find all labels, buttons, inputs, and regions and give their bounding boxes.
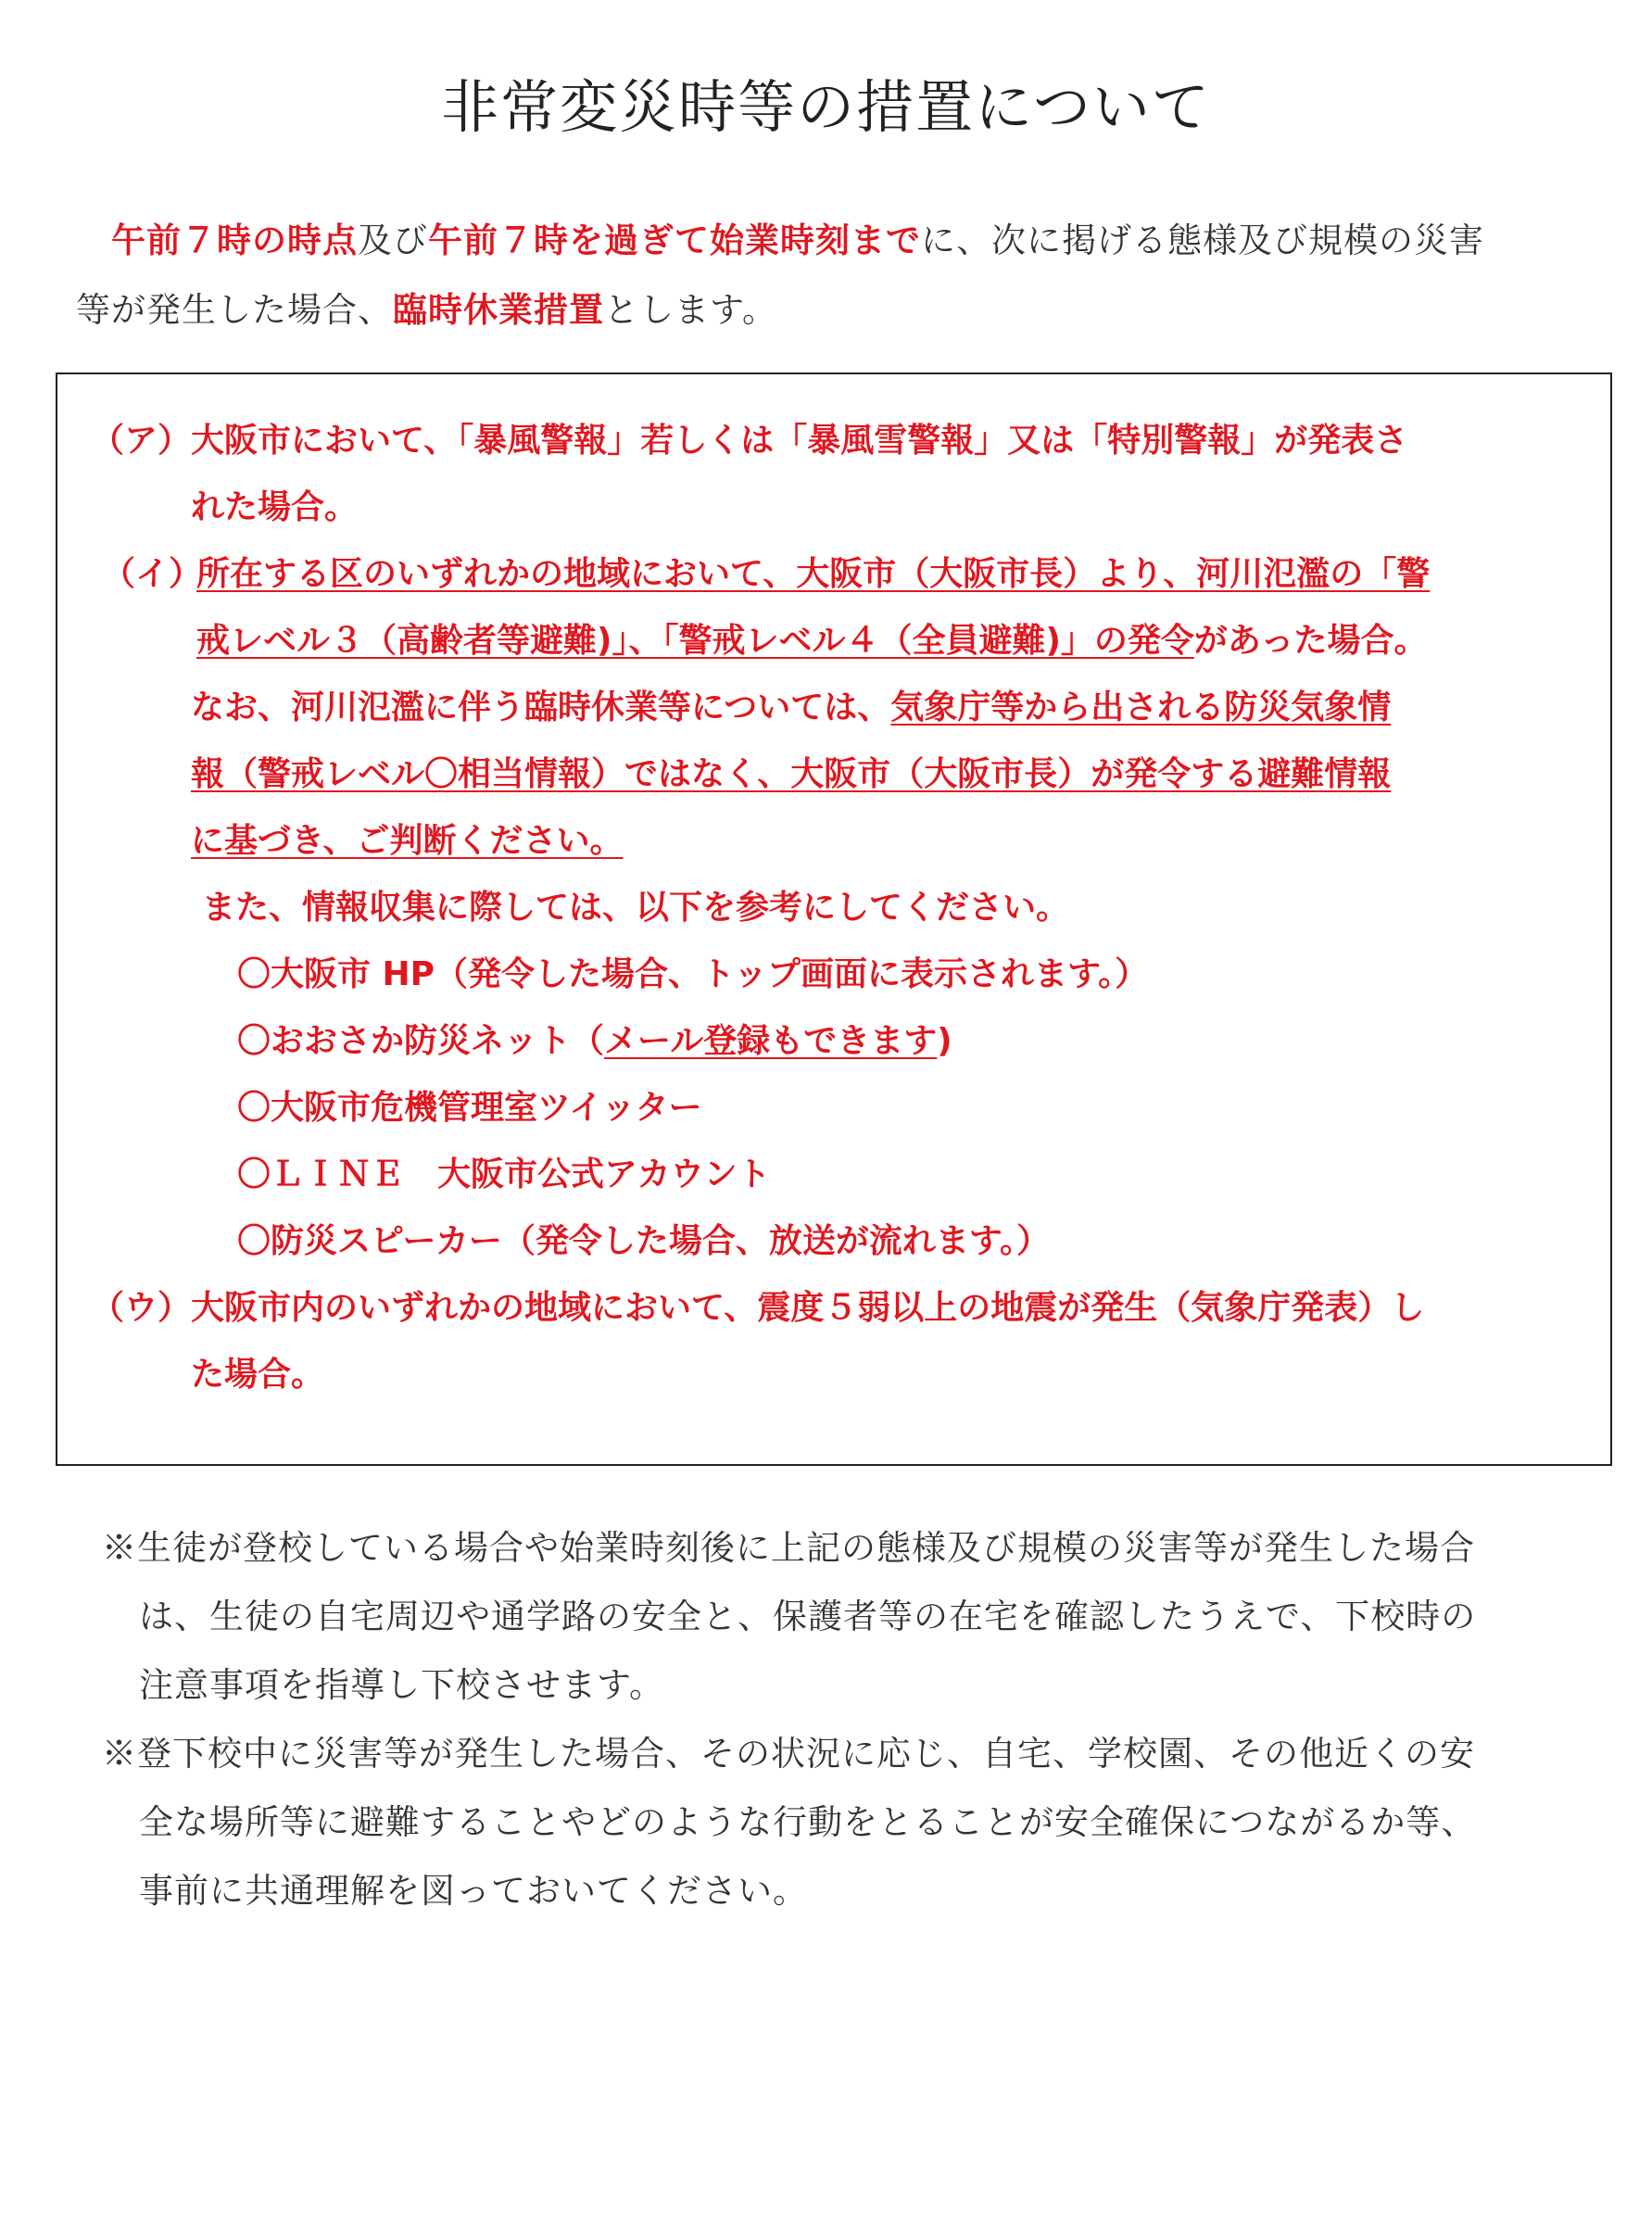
intro-text-1: 及び — [358, 221, 428, 260]
condition-i-line-4 — [91, 741, 1592, 808]
intro-text-2: に、次に掲げる態様及び規模の災害 — [921, 221, 1484, 260]
info-source-speaker: 〇防災スピーカー（発令した場合、放送が流れます。） — [237, 1222, 1050, 1260]
intro-time-1: 午前７時の時点 — [111, 220, 358, 260]
condition-u-line-2: た場合。 — [191, 1356, 325, 1394]
condition-i-text-3: なお、河川氾濫に伴う臨時休業等については、 — [191, 688, 891, 726]
mail-registration-link[interactable]: メール登録もできます — [604, 1022, 938, 1060]
intro-text-3: 等が発生した場合、 — [76, 290, 393, 330]
condition-u-line-1 — [91, 1275, 1592, 1342]
page-title: 非常変災時等の措置について — [441, 73, 1211, 141]
condition-i-text-2-rest: があった場合。 — [1193, 622, 1428, 660]
info-source-line: 〇ＬＩＮＥ 大阪市公式アカウント — [237, 1155, 771, 1193]
intro-line-2 — [76, 275, 1577, 345]
condition-i-line-3 — [91, 675, 1592, 741]
note-2-line-2: 全な場所等に避難することやどのような行動をとることが安全確保につながるか等、 — [139, 1802, 1477, 1842]
condition-i-line-1 — [91, 541, 1592, 608]
condition-i-text-1: 所在する区のいずれかの地域において、大阪市（大阪市長）より、河川氾濫の「警 — [196, 555, 1431, 593]
condition-i-line-5 — [91, 808, 1592, 875]
condition-a-label: （ア） — [91, 422, 192, 460]
condition-i-text-5: に基づき、ご判断ください。 — [191, 822, 624, 860]
condition-i-text-2-underlined: 戒レベル３（高齢者等避難)」、「警戒レベル４（全員避難)」の発令 — [196, 622, 1194, 660]
condition-i-label: （イ） — [102, 555, 203, 593]
condition-i-line-6: また、情報収集に際しては、以下を参考にしてください。 — [202, 889, 1070, 927]
note-1-line-3: 注意事項を指導し下校させます。 — [139, 1665, 665, 1705]
condition-u-text-1: 大阪市内のいずれかの地域において、震度５弱以上の地震が発生（気象庁発表）し — [191, 1289, 1425, 1327]
intro-closure: 臨時休業措置 — [393, 289, 604, 330]
conditions-content — [91, 408, 1592, 1408]
intro-text-4: とします。 — [604, 290, 778, 330]
intro-time-2: 午前７時を過ぎて始業時刻まで — [428, 220, 921, 260]
info-source-bousai-net — [91, 1008, 1592, 1075]
condition-i-line-2 — [91, 608, 1592, 675]
condition-a-text-1: 大阪市において、「暴風警報」若しくは「暴風雪警報」又は「特別警報」が発表さ — [191, 422, 1408, 460]
note-1-line-2: は、生徒の自宅周辺や通学路の安全と、保護者等の在宅を確認したうえで、下校時の — [139, 1597, 1477, 1636]
info-source-bousai-net-text: 〇おおさか防災ネット（ — [237, 1022, 605, 1060]
note-2-line-1: ※登下校中に災害等が発生した場合、その状況に応じ、自宅、学校園、その他近くの安 — [102, 1734, 1475, 1774]
intro-paragraph — [76, 206, 1577, 345]
condition-i-text-3-underlined: 気象庁等から出される防災気象情 — [890, 688, 1392, 726]
note-1-line-1: ※生徒が登校している場合や始業時刻後に上記の態様及び規模の災害等が発生した場合 — [102, 1528, 1475, 1568]
intro-line-1 — [76, 206, 1577, 275]
condition-a-line-1 — [91, 408, 1592, 474]
info-source-bousai-net-end: ) — [937, 1022, 952, 1060]
info-source-osaka-hp: 〇大阪市 HP（発令した場合、トップ画面に表示されます。） — [237, 955, 1149, 993]
notes-section — [102, 1514, 1584, 1926]
condition-u-label: （ウ） — [91, 1289, 192, 1327]
info-source-twitter: 〇大阪市危機管理室ツイッター — [237, 1089, 702, 1127]
condition-i-text-4: 報（警戒レベル〇相当情報）ではなく、大阪市（大阪市長）が発令する避難情報 — [191, 755, 1392, 793]
condition-a-line-2: れた場合。 — [191, 488, 359, 526]
conditions-box — [56, 372, 1612, 1466]
note-2-line-3: 事前に共通理解を図っておいてください。 — [139, 1871, 808, 1911]
